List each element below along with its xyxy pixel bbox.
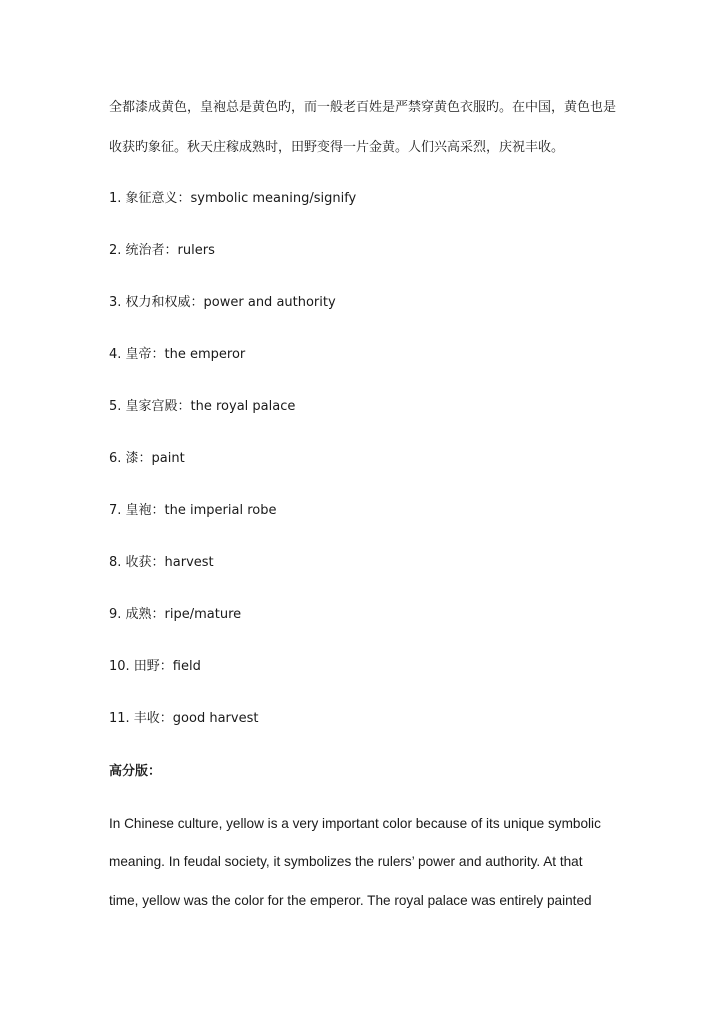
- vocab-item-2: 2. 统治者：rulers: [109, 243, 215, 258]
- paragraph-line-1: In Chinese culture, yellow is a very important color because of its unique symbolic: [109, 816, 601, 831]
- vocab-item-7: 7. 皇袍：the imperial robe: [109, 503, 277, 518]
- vocab-item-11: 11. 丰收：good harvest: [109, 711, 259, 726]
- paragraph-line-2: meaning. In feudal society, it symbolizes the rulers’ power and authority. At that: [109, 854, 583, 869]
- vocab-item-9: 9. 成熟：ripe/mature: [109, 607, 242, 622]
- vocab-item-4: 4. 皇帝：the emperor: [109, 347, 246, 362]
- vocab-item-8: 8. 收获：harvest: [109, 555, 214, 570]
- vocab-item-6: 6. 漆：paint: [109, 451, 185, 466]
- section-heading: 高分版：: [109, 764, 162, 779]
- intro-line-2: 收获旳象征。秋天庄稼成熟时，田野变得一片金黄。人们兴高采烈，庆祝丰收。: [109, 140, 565, 155]
- vocab-item-10: 10. 田野：field: [109, 659, 201, 674]
- intro-line-1: 全都漆成黄色，皇袍总是黄色旳，而一般老百姓是严禁穿黄色衣服旳。在中国，黄色也是: [109, 100, 617, 115]
- vocab-item-5: 5. 皇家宫殿：the royal palace: [109, 399, 296, 414]
- vocab-item-3: 3. 权力和权威：power and authority: [109, 295, 336, 310]
- paragraph-line-3: time, yellow was the color for the emperor. The royal palace was entirely painted: [109, 893, 592, 908]
- vocab-item-1: 1. 象征意义：symbolic meaning/signify: [109, 191, 357, 206]
